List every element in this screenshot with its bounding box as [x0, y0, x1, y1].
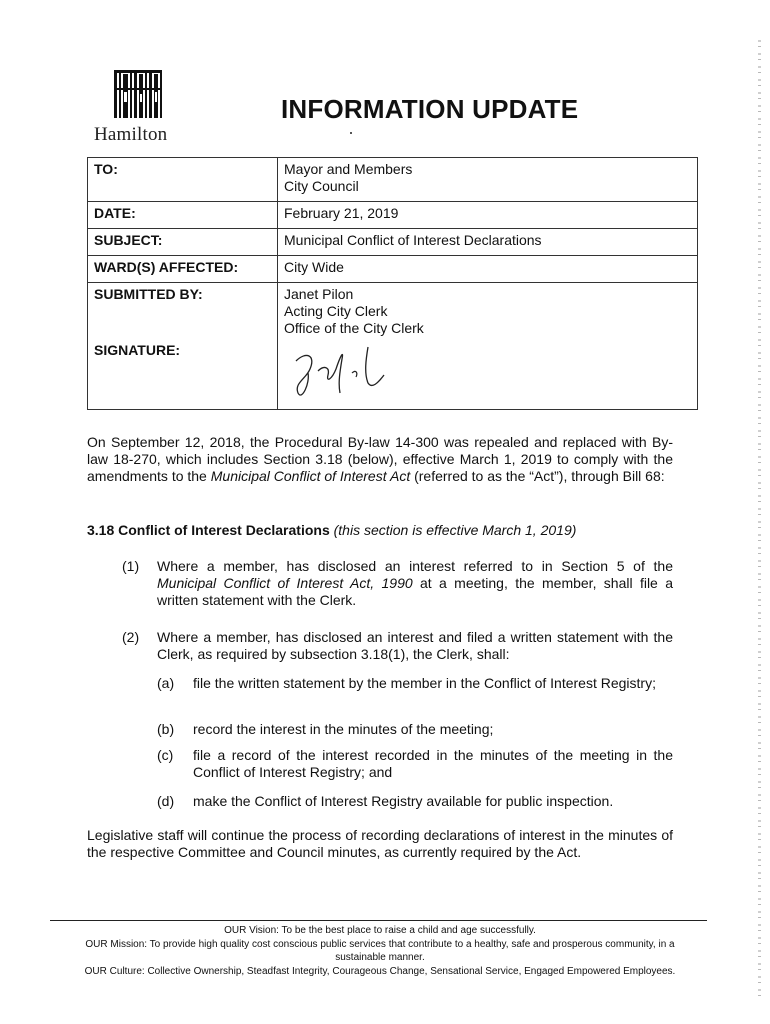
sub-list-item-text: record the interest in the minutes of the meeting;	[193, 721, 494, 737]
submitted-label: SUBMITTED BY:	[94, 286, 203, 302]
date-value: February 21, 2019	[278, 202, 698, 229]
submitted-row	[88, 283, 698, 410]
wards-row	[88, 256, 698, 283]
submitted-line2: Acting City Clerk	[284, 303, 388, 319]
footer-culture: OUR Culture: Collective Ownership, Steadfast Integrity, Courageous Change, Sensational Service, Engaged Empowered Employees.	[84, 965, 676, 977]
subject-label: SUBJECT:	[88, 229, 278, 256]
sub-list-item-letter: (c)	[157, 747, 174, 763]
footer-vision: OUR Vision: To be the best place to raise a child and age successfully.	[224, 925, 536, 936]
intro-act-title: Municipal Conflict of Interest Act	[210, 468, 411, 484]
footer	[60, 924, 700, 978]
signature-image	[284, 343, 394, 401]
page-title: INFORMATION UPDATE	[281, 94, 579, 124]
signature-label: SIGNATURE:	[94, 342, 181, 358]
sub-list-item-letter: (a)	[157, 675, 175, 691]
list-item-number: (1)	[122, 558, 140, 574]
subject-row	[88, 229, 698, 256]
submitted-value	[278, 283, 698, 410]
to-value	[278, 158, 698, 202]
sub-list-item-text: file a record of the interest recorded in the minutes of the meeting in the Conflict of Interest Registry; and	[193, 747, 673, 780]
date-row	[88, 202, 698, 229]
to-line2: City Council	[284, 178, 359, 194]
section-heading-note: (this section is effective March 1, 2019)	[333, 522, 577, 538]
date-label: DATE:	[88, 202, 278, 229]
list-item-number: (2)	[122, 629, 140, 645]
intro-text-a: On September 12, 2018, the Procedural By-law 14-300 was repealed and replaced with By-law 18-270, which includes Section 3.18 (below), effective March 1, 2019 to comply with the amendments to the	[87, 434, 673, 484]
section-heading-title: 3.18 Conflict of Interest Declarations	[87, 522, 330, 538]
to-row	[88, 158, 698, 202]
wards-value: City Wide	[278, 256, 698, 283]
stray-mark	[350, 132, 352, 134]
submitted-line1: Janet Pilon	[284, 286, 354, 302]
footer-mission: OUR Mission: To provide high quality cost conscious public services that contribute to a healthy, safe and prosperous community, in a sustainable manner.	[85, 938, 675, 963]
scan-edge-artifact	[758, 40, 761, 1000]
intro-text-b: (referred to as the “Act”), through Bill 68:	[410, 468, 665, 484]
sub-list-item-text: file the written statement by the member in the Conflict of Interest Registry;	[193, 675, 656, 691]
intro-paragraph	[87, 434, 673, 485]
wards-label: WARD(S) AFFECTED:	[88, 256, 278, 283]
sub-list-item-letter: (b)	[157, 721, 175, 737]
subject-value: Municipal Conflict of Interest Declarations	[278, 229, 698, 256]
list-item-text: Where a member, has disclosed an interest and filed a written statement with the Clerk, as required by subsection 3.18(1), the Clerk, shall:	[157, 629, 673, 662]
closing-paragraph: Legislative staff will continue the process of recording declarations of interest in the minutes of the respective Committee and Council minutes, as currently required by the Act.	[87, 827, 673, 860]
submitted-cell	[88, 283, 278, 410]
section-heading	[87, 522, 576, 538]
to-label: TO:	[88, 158, 278, 202]
list-item-text-b: at a meeting, the member, shall file a written statement with the Clerk.	[157, 575, 673, 608]
footer-divider	[50, 920, 707, 921]
to-line1: Mayor and Members	[284, 161, 413, 177]
sub-list-item-text: make the Conflict of Interest Registry available for public inspection.	[193, 793, 614, 809]
logo-text: Hamilton	[94, 124, 168, 145]
memo-header-table	[87, 157, 698, 410]
list-item-text-a: Where a member, has disclosed an interest referred to in Section 5 of the	[157, 558, 673, 574]
sub-list-item-letter: (d)	[157, 793, 175, 809]
list-item-text	[157, 558, 673, 609]
submitted-line3: Office of the City Clerk	[284, 320, 424, 336]
list-item-act-title: Municipal Conflict of Interest Act, 1990	[157, 575, 413, 591]
